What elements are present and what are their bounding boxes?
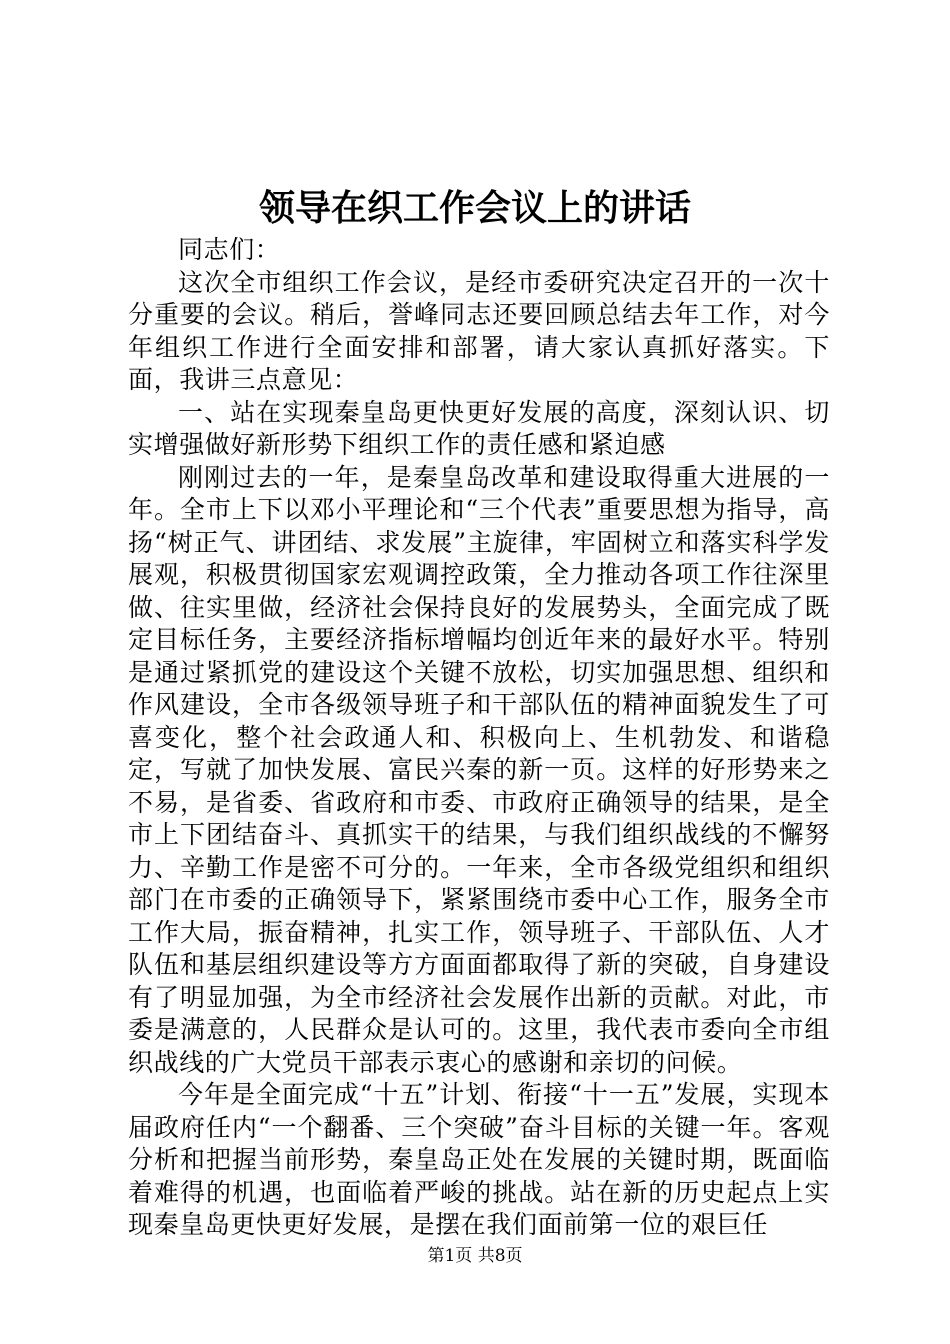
paragraph-intro: 这次全市组织工作会议，是经市委研究决定召开的一次十分重要的会议。稍后，誉峰同志还要回顾总结去年工作，对今年组织工作进行全面安排和部署，请大家认真抓好落实。下面，我讲三点意见：	[128, 267, 830, 394]
paragraph-review: 刚刚过去的一年，是秦皇岛改革和建设取得重大进展的一年。全市上下以邓小平理论和“三个代表”重要思想为指导，高扬“树正气、讲团结、求发展”主旋律，牢固树立和落实科学发展观，积极贯彻国家宏观调控政策，全力推动各项工作往深里做、往实里做，经济社会保持良好的发展势头，全面完成了既定目标任务，主要经济指标增幅均创近年来的最好水平。特别是通过紧抓党的建设这个关键不放松，切实加强思想、组织和作风建设，全市各级领导班子和干部队伍的精神面貌发生了可喜变化，整个社会政通人和、积极向上、生机勃发、和谐稳定，写就了加快发展、富民兴秦的新一页。这样的好形势来之不易，是省委、省政府和市委、市政府正确领导的结果，是全市上下团结奋斗、真抓实干的结果，与我们组织战线的不懈努力、辛勤工作是密不可分的。一年来，全市各级党组织和组织部门在市委的正确领导下，紧紧围绕市委中心工作，服务全市工作大局，振奋精神，扎实工作，领导班子、干部队伍、人才队伍和基层组织建设等方方面面都取得了新的突破，自身建设有了明显加强，为全市经济社会发展作出新的贡献。对此，市委是满意的，人民群众是认可的。这里，我代表市委向全市组织战线的广大党员干部表示衷心的感谢和亲切的问候。	[128, 462, 830, 1077]
document-body	[128, 234, 830, 1242]
paragraph-outlook: 今年是全面完成“十五”计划、衔接“十一五”发展，实现本届政府任内“一个翻番、三个突破”奋斗目标的关键一年。客观分析和把握当前形势，秦皇岛正处在发展的关键时期，既面临着难得的机遇，也面临着严峻的挑战。站在新的历史起点上实现秦皇岛更快更好发展，是摆在我们面前第一位的艰巨任	[128, 1080, 830, 1239]
page-footer: 第1页 共8页	[427, 1246, 523, 1266]
document-title: 领导在织工作会议上的讲话	[258, 187, 691, 229]
paragraph-salutation: 同志们：	[178, 235, 281, 264]
paragraph-heading-one: 一、站在实现秦皇岛更快更好发展的高度，深刻认识、切实增强做好新形势下组织工作的责任感和紧迫感	[128, 397, 830, 459]
